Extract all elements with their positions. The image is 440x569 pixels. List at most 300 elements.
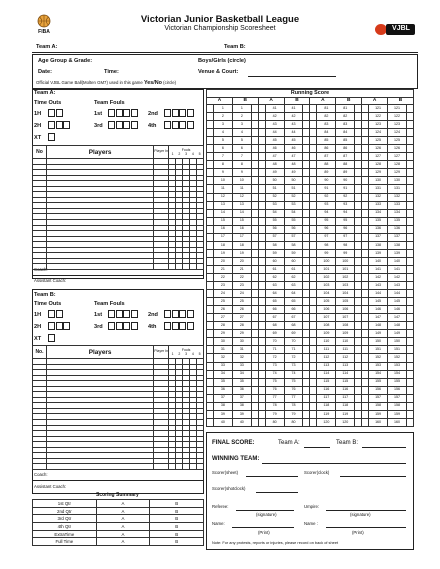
score-mark-cell[interactable] [406, 282, 413, 290]
score-mark-cell[interactable] [258, 322, 265, 330]
summary-team-a-cell[interactable]: A [96, 523, 150, 531]
score-mark-cell[interactable] [303, 265, 310, 273]
score-mark-cell[interactable] [303, 145, 310, 153]
score-mark-cell[interactable] [251, 273, 258, 281]
score-mark-cell[interactable] [355, 145, 362, 153]
score-mark-cell[interactable] [207, 201, 214, 209]
score-mark-cell[interactable] [406, 290, 413, 298]
score-mark-cell[interactable] [362, 113, 369, 121]
score-mark-cell[interactable] [310, 257, 317, 265]
score-mark-cell[interactable] [406, 249, 413, 257]
score-mark-cell[interactable] [355, 322, 362, 330]
score-mark-cell[interactable] [251, 314, 258, 322]
team-b-fouls-q2[interactable] [164, 310, 194, 318]
score-mark-cell[interactable] [251, 249, 258, 257]
summary-team-a-cell[interactable]: A [96, 507, 150, 515]
score-mark-cell[interactable] [310, 418, 317, 426]
score-mark-cell[interactable] [303, 322, 310, 330]
score-mark-cell[interactable] [406, 129, 413, 137]
score-mark-cell[interactable] [251, 394, 258, 402]
score-mark-cell[interactable] [258, 193, 265, 201]
score-mark-cell[interactable] [362, 386, 369, 394]
score-mark-cell[interactable] [406, 177, 413, 185]
score-mark-cell[interactable] [303, 169, 310, 177]
score-mark-cell[interactable] [303, 233, 310, 241]
score-mark-cell[interactable] [207, 354, 214, 362]
team-b-timeout-boxes-2h[interactable] [48, 322, 71, 330]
score-mark-cell[interactable] [303, 346, 310, 354]
score-mark-cell[interactable] [207, 306, 214, 314]
score-mark-cell[interactable] [207, 265, 214, 273]
score-mark-cell[interactable] [258, 282, 265, 290]
score-mark-cell[interactable] [362, 241, 369, 249]
score-mark-cell[interactable] [303, 177, 310, 185]
score-mark-cell[interactable] [406, 378, 413, 386]
score-mark-cell[interactable] [355, 257, 362, 265]
score-mark-cell[interactable] [310, 394, 317, 402]
score-mark-cell[interactable] [207, 129, 214, 137]
score-mark-cell[interactable] [207, 338, 214, 346]
score-mark-cell[interactable] [207, 378, 214, 386]
score-mark-cell[interactable] [310, 378, 317, 386]
score-mark-cell[interactable] [303, 153, 310, 161]
score-mark-cell[interactable] [406, 145, 413, 153]
score-mark-cell[interactable] [310, 290, 317, 298]
score-mark-cell[interactable] [310, 233, 317, 241]
score-mark-cell[interactable] [406, 241, 413, 249]
score-mark-cell[interactable] [258, 346, 265, 354]
score-mark-cell[interactable] [258, 113, 265, 121]
score-mark-cell[interactable] [207, 298, 214, 306]
score-mark-cell[interactable] [362, 121, 369, 129]
score-mark-cell[interactable] [362, 249, 369, 257]
score-mark-cell[interactable] [258, 418, 265, 426]
score-mark-cell[interactable] [251, 153, 258, 161]
score-mark-cell[interactable] [251, 306, 258, 314]
foul-cell[interactable] [183, 464, 190, 470]
score-mark-cell[interactable] [310, 201, 317, 209]
score-mark-cell[interactable] [258, 217, 265, 225]
score-mark-cell[interactable] [362, 185, 369, 193]
score-mark-cell[interactable] [406, 161, 413, 169]
foul-cell[interactable] [176, 264, 183, 270]
score-mark-cell[interactable] [310, 370, 317, 378]
team-b-fouls-q1[interactable] [108, 310, 138, 318]
score-mark-cell[interactable] [406, 201, 413, 209]
score-mark-cell[interactable] [310, 113, 317, 121]
score-mark-cell[interactable] [355, 121, 362, 129]
score-mark-cell[interactable] [355, 402, 362, 410]
score-mark-cell[interactable] [207, 322, 214, 330]
score-mark-cell[interactable] [207, 410, 214, 418]
score-mark-cell[interactable] [258, 330, 265, 338]
score-mark-cell[interactable] [303, 137, 310, 145]
score-mark-cell[interactable] [355, 129, 362, 137]
score-mark-cell[interactable] [207, 290, 214, 298]
score-mark-cell[interactable] [207, 193, 214, 201]
score-mark-cell[interactable] [355, 161, 362, 169]
score-mark-cell[interactable] [406, 185, 413, 193]
score-mark-cell[interactable] [355, 249, 362, 257]
score-mark-cell[interactable] [258, 137, 265, 145]
score-mark-cell[interactable] [362, 257, 369, 265]
summary-team-a-cell[interactable]: A [96, 538, 150, 546]
score-mark-cell[interactable] [303, 418, 310, 426]
player-row[interactable] [33, 464, 204, 470]
summary-team-b-cell[interactable]: B [150, 538, 204, 546]
score-mark-cell[interactable] [362, 217, 369, 225]
score-mark-cell[interactable] [362, 137, 369, 145]
score-mark-cell[interactable] [258, 354, 265, 362]
score-mark-cell[interactable] [355, 113, 362, 121]
score-mark-cell[interactable] [406, 265, 413, 273]
team-a-timeout-boxes-2h[interactable] [48, 121, 71, 129]
score-mark-cell[interactable] [303, 201, 310, 209]
score-mark-cell[interactable] [310, 362, 317, 370]
score-mark-cell[interactable] [303, 217, 310, 225]
score-mark-cell[interactable] [258, 105, 265, 113]
score-mark-cell[interactable] [207, 161, 214, 169]
score-mark-cell[interactable] [207, 113, 214, 121]
score-mark-cell[interactable] [362, 233, 369, 241]
score-mark-cell[interactable] [362, 273, 369, 281]
score-mark-cell[interactable] [355, 265, 362, 273]
score-mark-cell[interactable] [310, 241, 317, 249]
score-mark-cell[interactable] [310, 386, 317, 394]
player-row[interactable] [33, 264, 204, 270]
score-mark-cell[interactable] [310, 249, 317, 257]
score-mark-cell[interactable] [406, 113, 413, 121]
score-mark-cell[interactable] [258, 201, 265, 209]
score-mark-cell[interactable] [258, 273, 265, 281]
score-mark-cell[interactable] [258, 129, 265, 137]
score-mark-cell[interactable] [251, 290, 258, 298]
score-mark-cell[interactable] [355, 314, 362, 322]
player-in-cell[interactable] [154, 264, 169, 270]
score-mark-cell[interactable] [362, 378, 369, 386]
score-mark-cell[interactable] [355, 338, 362, 346]
score-mark-cell[interactable] [258, 177, 265, 185]
score-mark-cell[interactable] [362, 282, 369, 290]
score-mark-cell[interactable] [251, 257, 258, 265]
score-mark-cell[interactable] [406, 298, 413, 306]
score-mark-cell[interactable] [355, 217, 362, 225]
score-mark-cell[interactable] [303, 129, 310, 137]
score-mark-cell[interactable] [406, 217, 413, 225]
score-mark-cell[interactable] [251, 177, 258, 185]
score-mark-cell[interactable] [406, 121, 413, 129]
score-mark-cell[interactable] [362, 169, 369, 177]
summary-team-b-cell[interactable]: B [150, 523, 204, 531]
score-mark-cell[interactable] [362, 410, 369, 418]
score-mark-cell[interactable] [406, 410, 413, 418]
score-mark-cell[interactable] [303, 257, 310, 265]
score-mark-cell[interactable] [310, 193, 317, 201]
score-mark-cell[interactable] [251, 346, 258, 354]
score-mark-cell[interactable] [406, 257, 413, 265]
score-mark-cell[interactable] [207, 249, 214, 257]
score-mark-cell[interactable] [355, 185, 362, 193]
score-mark-cell[interactable] [355, 169, 362, 177]
score-mark-cell[interactable] [303, 113, 310, 121]
score-mark-cell[interactable] [406, 394, 413, 402]
score-mark-cell[interactable] [258, 153, 265, 161]
team-a-fouls-q1[interactable] [108, 109, 138, 117]
score-mark-cell[interactable] [310, 282, 317, 290]
score-mark-cell[interactable] [355, 177, 362, 185]
score-mark-cell[interactable] [355, 241, 362, 249]
score-mark-cell[interactable] [355, 410, 362, 418]
score-mark-cell[interactable] [310, 137, 317, 145]
score-mark-cell[interactable] [310, 306, 317, 314]
score-mark-cell[interactable] [251, 185, 258, 193]
score-mark-cell[interactable] [258, 298, 265, 306]
foul-cell[interactable] [169, 464, 176, 470]
score-mark-cell[interactable] [310, 217, 317, 225]
team-b-timeout-boxes-1h[interactable] [48, 310, 63, 318]
team-a-fouls-q3[interactable] [108, 121, 138, 129]
score-mark-cell[interactable] [207, 282, 214, 290]
score-mark-cell[interactable] [355, 273, 362, 281]
score-mark-cell[interactable] [207, 257, 214, 265]
score-mark-cell[interactable] [303, 330, 310, 338]
score-mark-cell[interactable] [303, 105, 310, 113]
score-mark-cell[interactable] [258, 306, 265, 314]
score-mark-cell[interactable] [355, 282, 362, 290]
score-mark-cell[interactable] [258, 185, 265, 193]
score-mark-cell[interactable] [362, 177, 369, 185]
score-mark-cell[interactable] [303, 338, 310, 346]
score-mark-cell[interactable] [310, 354, 317, 362]
score-mark-cell[interactable] [251, 161, 258, 169]
score-mark-cell[interactable] [406, 322, 413, 330]
score-mark-cell[interactable] [258, 338, 265, 346]
foul-cell[interactable] [183, 264, 190, 270]
score-mark-cell[interactable] [406, 402, 413, 410]
score-mark-cell[interactable] [355, 233, 362, 241]
score-mark-cell[interactable] [355, 306, 362, 314]
score-mark-cell[interactable] [406, 354, 413, 362]
score-mark-cell[interactable] [310, 161, 317, 169]
score-mark-cell[interactable] [207, 386, 214, 394]
score-mark-cell[interactable] [355, 370, 362, 378]
score-mark-cell[interactable] [355, 394, 362, 402]
score-mark-cell[interactable] [258, 225, 265, 233]
score-mark-cell[interactable] [362, 193, 369, 201]
score-mark-cell[interactable] [362, 402, 369, 410]
score-mark-cell[interactable] [258, 386, 265, 394]
summary-team-a-cell[interactable]: A [96, 530, 150, 538]
score-mark-cell[interactable] [362, 201, 369, 209]
score-mark-cell[interactable] [303, 402, 310, 410]
score-mark-cell[interactable] [258, 314, 265, 322]
score-mark-cell[interactable] [251, 338, 258, 346]
foul-cell[interactable] [196, 264, 203, 270]
score-mark-cell[interactable] [310, 338, 317, 346]
score-mark-cell[interactable] [251, 217, 258, 225]
score-mark-cell[interactable] [406, 370, 413, 378]
score-mark-cell[interactable] [303, 314, 310, 322]
score-mark-cell[interactable] [251, 105, 258, 113]
score-mark-cell[interactable] [207, 177, 214, 185]
score-mark-cell[interactable] [362, 394, 369, 402]
score-mark-cell[interactable] [207, 330, 214, 338]
score-mark-cell[interactable] [207, 121, 214, 129]
summary-team-b-cell[interactable]: B [150, 507, 204, 515]
team-a-timeout-boxes-xt[interactable] [48, 133, 56, 141]
score-mark-cell[interactable] [303, 121, 310, 129]
score-mark-cell[interactable] [251, 370, 258, 378]
score-mark-cell[interactable] [251, 410, 258, 418]
score-mark-cell[interactable] [310, 185, 317, 193]
score-mark-cell[interactable] [303, 394, 310, 402]
score-mark-cell[interactable] [362, 338, 369, 346]
score-mark-cell[interactable] [355, 298, 362, 306]
score-mark-cell[interactable] [251, 129, 258, 137]
summary-team-b-cell[interactable]: B [150, 515, 204, 523]
score-mark-cell[interactable] [258, 209, 265, 217]
score-mark-cell[interactable] [310, 298, 317, 306]
score-mark-cell[interactable] [303, 306, 310, 314]
score-mark-cell[interactable] [362, 298, 369, 306]
score-mark-cell[interactable] [303, 282, 310, 290]
score-mark-cell[interactable] [355, 209, 362, 217]
score-mark-cell[interactable] [207, 225, 214, 233]
score-mark-cell[interactable] [258, 402, 265, 410]
score-mark-cell[interactable] [303, 386, 310, 394]
score-mark-cell[interactable] [207, 185, 214, 193]
score-mark-cell[interactable] [251, 265, 258, 273]
score-mark-cell[interactable] [258, 257, 265, 265]
score-mark-cell[interactable] [406, 346, 413, 354]
score-mark-cell[interactable] [303, 298, 310, 306]
score-mark-cell[interactable] [258, 265, 265, 273]
score-mark-cell[interactable] [406, 225, 413, 233]
score-mark-cell[interactable] [251, 233, 258, 241]
score-mark-cell[interactable] [251, 241, 258, 249]
score-mark-cell[interactable] [406, 418, 413, 426]
score-mark-cell[interactable] [310, 346, 317, 354]
score-mark-cell[interactable] [251, 298, 258, 306]
foul-cell[interactable] [169, 264, 176, 270]
score-mark-cell[interactable] [406, 273, 413, 281]
score-mark-cell[interactable] [303, 241, 310, 249]
score-mark-cell[interactable] [362, 145, 369, 153]
score-mark-cell[interactable] [251, 121, 258, 129]
score-mark-cell[interactable] [251, 378, 258, 386]
score-mark-cell[interactable] [362, 354, 369, 362]
score-mark-cell[interactable] [303, 225, 310, 233]
score-mark-cell[interactable] [303, 362, 310, 370]
score-mark-cell[interactable] [251, 362, 258, 370]
score-mark-cell[interactable] [251, 225, 258, 233]
score-mark-cell[interactable] [207, 402, 214, 410]
score-mark-cell[interactable] [251, 354, 258, 362]
score-mark-cell[interactable] [362, 129, 369, 137]
score-mark-cell[interactable] [362, 306, 369, 314]
score-mark-cell[interactable] [362, 153, 369, 161]
score-mark-cell[interactable] [207, 346, 214, 354]
score-mark-cell[interactable] [355, 193, 362, 201]
score-mark-cell[interactable] [355, 418, 362, 426]
score-mark-cell[interactable] [310, 410, 317, 418]
score-mark-cell[interactable] [362, 314, 369, 322]
score-mark-cell[interactable] [406, 209, 413, 217]
team-b-timeout-boxes-xt[interactable] [48, 334, 56, 342]
player-name-cell[interactable] [46, 264, 153, 270]
score-mark-cell[interactable] [362, 209, 369, 217]
score-mark-cell[interactable] [310, 322, 317, 330]
score-mark-cell[interactable] [355, 225, 362, 233]
score-mark-cell[interactable] [310, 225, 317, 233]
team-b-fouls-q4[interactable] [164, 322, 194, 330]
score-mark-cell[interactable] [303, 378, 310, 386]
score-mark-cell[interactable] [251, 193, 258, 201]
score-mark-cell[interactable] [207, 370, 214, 378]
score-mark-cell[interactable] [406, 362, 413, 370]
score-mark-cell[interactable] [362, 105, 369, 113]
score-mark-cell[interactable] [303, 193, 310, 201]
score-mark-cell[interactable] [303, 410, 310, 418]
score-mark-cell[interactable] [362, 370, 369, 378]
foul-cell[interactable] [190, 264, 197, 270]
score-mark-cell[interactable] [207, 153, 214, 161]
score-mark-cell[interactable] [406, 193, 413, 201]
foul-cell[interactable] [190, 464, 197, 470]
score-mark-cell[interactable] [258, 145, 265, 153]
score-mark-cell[interactable] [362, 346, 369, 354]
score-mark-cell[interactable] [207, 394, 214, 402]
summary-team-a-cell[interactable]: A [96, 515, 150, 523]
score-mark-cell[interactable] [207, 362, 214, 370]
summary-team-a-cell[interactable]: A [96, 500, 150, 508]
score-mark-cell[interactable] [362, 330, 369, 338]
score-mark-cell[interactable] [362, 161, 369, 169]
score-mark-cell[interactable] [258, 290, 265, 298]
score-mark-cell[interactable] [362, 362, 369, 370]
score-mark-cell[interactable] [303, 290, 310, 298]
player-number-cell[interactable] [33, 464, 47, 470]
score-mark-cell[interactable] [207, 169, 214, 177]
score-mark-cell[interactable] [310, 153, 317, 161]
score-mark-cell[interactable] [251, 169, 258, 177]
score-mark-cell[interactable] [406, 386, 413, 394]
score-mark-cell[interactable] [251, 418, 258, 426]
score-mark-cell[interactable] [258, 410, 265, 418]
score-mark-cell[interactable] [258, 161, 265, 169]
score-mark-cell[interactable] [406, 306, 413, 314]
score-mark-cell[interactable] [406, 330, 413, 338]
score-mark-cell[interactable] [251, 209, 258, 217]
score-mark-cell[interactable] [310, 273, 317, 281]
score-mark-cell[interactable] [310, 121, 317, 129]
foul-cell[interactable] [197, 464, 204, 470]
score-mark-cell[interactable] [207, 273, 214, 281]
score-mark-cell[interactable] [251, 402, 258, 410]
score-mark-cell[interactable] [207, 233, 214, 241]
score-mark-cell[interactable] [406, 338, 413, 346]
player-name-cell[interactable] [46, 464, 153, 470]
score-mark-cell[interactable] [251, 145, 258, 153]
score-mark-cell[interactable] [303, 185, 310, 193]
score-mark-cell[interactable] [258, 121, 265, 129]
team-a-timeout-boxes-1h[interactable] [48, 109, 63, 117]
score-mark-cell[interactable] [362, 418, 369, 426]
score-mark-cell[interactable] [207, 217, 214, 225]
score-mark-cell[interactable] [355, 137, 362, 145]
score-mark-cell[interactable] [303, 273, 310, 281]
score-mark-cell[interactable] [303, 161, 310, 169]
